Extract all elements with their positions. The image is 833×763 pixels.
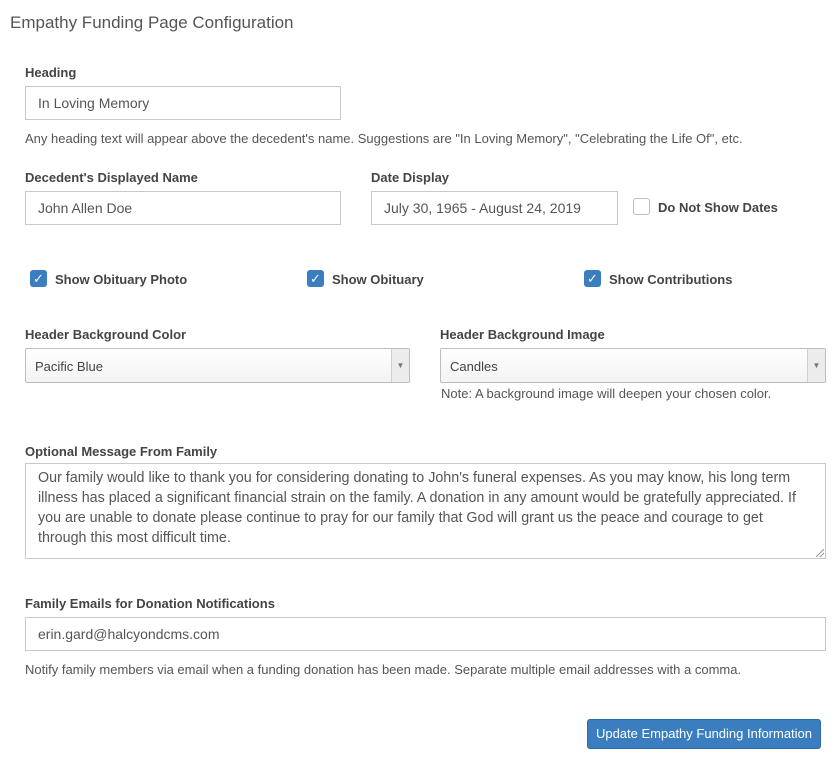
heading-input[interactable]: In Loving Memory [25,86,341,120]
date-display-input[interactable]: July 30, 1965 - August 24, 2019 [371,191,618,225]
show-obituary-checkbox[interactable] [307,270,324,287]
resize-grip-icon[interactable] [816,549,824,557]
header-color-select[interactable] [25,348,410,383]
header-image-label: Header Background Image [440,327,605,342]
family-emails-help-text: Notify family members via email when a funding donation has been made. Separate multiple email addresses with a comma. [25,662,742,677]
show-obituary-label[interactable]: Show Obituary [332,272,424,287]
caret-down-icon: ▼ [391,349,409,382]
date-display-label: Date Display [371,170,450,185]
header-image-value: Candles [450,359,498,374]
do-not-show-dates-label[interactable]: Do Not Show Dates [658,200,778,215]
header-color-value: Pacific Blue [35,359,103,374]
header-image-select[interactable] [440,348,826,383]
page-title: Empathy Funding Page Configuration [10,13,294,32]
family-message-textarea[interactable] [25,463,826,559]
show-obituary-photo-label[interactable]: Show Obituary Photo [55,272,188,287]
checkmark-icon: ✓ [587,271,598,286]
header-image-note: Note: A background image will deepen your chosen color. [441,386,772,401]
checkmark-icon: ✓ [33,271,44,286]
show-contributions-label[interactable]: Show Contributions [609,272,733,287]
show-obituary-photo-checkbox[interactable] [30,270,47,287]
do-not-show-dates-checkbox[interactable] [633,198,650,215]
header-color-label: Header Background Color [25,327,187,342]
update-funding-button[interactable]: Update Empathy Funding Information [587,719,821,749]
caret-down-icon: ▼ [807,349,825,382]
family-emails-label: Family Emails for Donation Notifications [25,596,275,611]
show-contributions-checkbox[interactable] [584,270,601,287]
decedent-name-input[interactable]: John Allen Doe [25,191,341,225]
decedent-name-label: Decedent's Displayed Name [25,170,198,185]
family-message-label: Optional Message From Family [25,444,218,459]
checkmark-icon: ✓ [310,271,321,286]
heading-label: Heading [25,65,77,80]
heading-help-text: Any heading text will appear above the decedent's name. Suggestions are "In Loving Memory", "Celebrating the Life Of", etc. [25,131,743,146]
family-emails-input[interactable]: erin.gard@halcyondcms.com [25,617,826,651]
family-message-text: Our family would like to thank you for considering donating to John's funeral expenses. As you may know, his long term illness has placed a significant financial strain on the family. A donation in any amount would be gratefully appreciated. If you are unable to donate please continue to pray for our family that God will grant us the peace and courage to get through this most difficult time. [38,470,796,546]
